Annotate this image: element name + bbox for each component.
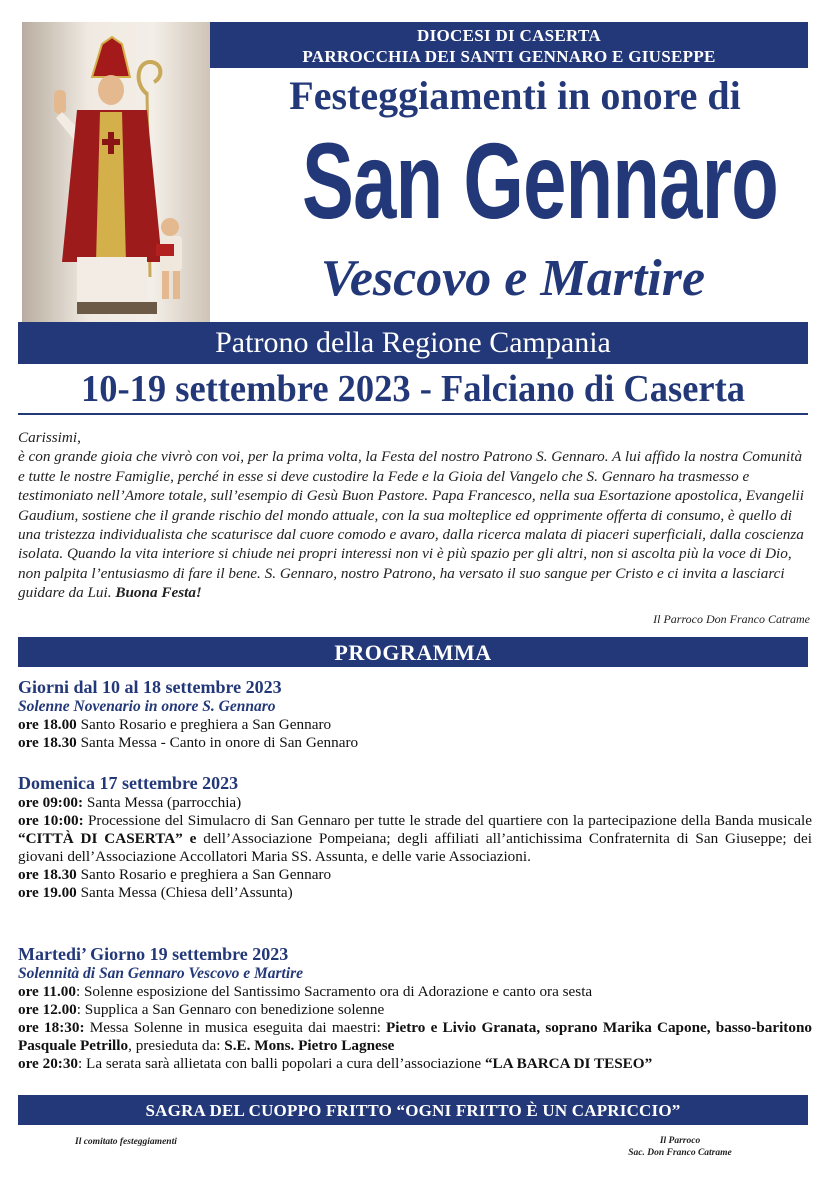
schedule-text: Santa Messa (Chiesa dell’Assunta)	[76, 884, 293, 901]
schedule-bold-text: Pietro e Livio Granata, soprano Marika Capone, basso-baritono Pasquale Petrillo	[18, 1019, 812, 1054]
letter-closing: Buona Festa!	[115, 584, 202, 602]
schedule-time: ore 12.00	[18, 1001, 77, 1018]
schedule-text: Santo Rosario e preghiera a San Gennaro	[76, 866, 332, 883]
committee-signature: Il comitato festeggiamenti	[75, 1137, 177, 1147]
section-heading: Martedi’ Giorno 19 settembre 2023	[18, 944, 289, 964]
schedule-time: ore 20:30	[18, 1055, 79, 1072]
schedule-item	[18, 1055, 812, 1073]
program-section-feast-day	[18, 944, 812, 1073]
saint-statue-illustration	[22, 22, 210, 322]
schedule-text-cont: dell’Associazione Pompeiana; degli affiliati all’antichissima Confraternita di San Giuseppe; dei giovani dell’Associazione Accollatori Maria SS. Assunta, e delle varie Associazioni.	[18, 830, 812, 865]
schedule-time: ore 18.00	[18, 716, 77, 733]
schedule-text: Messa Solenne in musica eseguita dai maestri:	[84, 1019, 386, 1036]
schedule-time: ore 18.30	[18, 866, 77, 883]
festivity-title: Festeggiamenti in onore di	[289, 73, 741, 118]
schedule-time: ore 18.30	[18, 734, 77, 751]
programma-band: PROGRAMMA	[18, 637, 808, 667]
section-subheading: Solennità di San Gennaro Vescovo e Martire	[18, 965, 304, 982]
schedule-item	[18, 1001, 812, 1019]
sagra-band: SAGRA DEL CUOPPO FRITTO “OGNI FRITTO È UN CAPRICCIO”	[18, 1095, 808, 1125]
letter-salutation: Carissimi,	[18, 429, 81, 446]
saint-name-title: San Gennaro	[302, 120, 779, 241]
schedule-time: ore 09:00:	[18, 794, 84, 811]
letter-signature: Il Parroco Don Franco Catrame	[653, 612, 810, 626]
schedule-text: Processione del Simulacro di San Gennaro per tutte le strade del quartiere con la partecipazione della Banda musicale	[83, 812, 812, 829]
letter-body	[18, 447, 812, 602]
schedule-time: ore 10:00:	[18, 812, 84, 829]
schedule-time: ore 19.00	[18, 884, 77, 901]
schedule-text: Santo Rosario e preghiera a San Gennaro	[76, 716, 332, 733]
schedule-bold-text: “CITTÀ DI CASERTA” e	[18, 830, 197, 847]
schedule-time: ore 11.00	[18, 983, 76, 1000]
schedule-item	[18, 716, 812, 734]
diocese-header-band	[210, 22, 808, 68]
priest-title: Il Parroco	[659, 1136, 701, 1146]
schedule-text: : La serata sarà allietata con balli popolari a cura dell’associazione	[78, 1055, 485, 1072]
schedule-text: Santa Messa (parrocchia)	[83, 794, 242, 811]
event-dates: 10-19 settembre 2023 - Falciano di Caserta	[81, 368, 745, 410]
schedule-text: : Solenne esposizione del Santissimo Sacramento ora di Adorazione e canto ora sesta	[75, 983, 593, 1000]
diocese-name: DIOCESI DI CASERTA	[417, 26, 601, 45]
saint-statue-photo	[22, 22, 210, 322]
schedule-item	[18, 884, 812, 902]
letter-body-text: è con grande gioia che vivrò con voi, per la prima volta, la Festa del nostro Patrono S. Gennaro. A lui affido la nostra Comunità e tutte le nostre Famiglie, perché in esse si deve custodire la Fede e la Gioia del Vangelo che S. Gennaro ha trasmesso e testimoniato nell’Amore totale, sull’esempio di Gesù Buon Pastore. Papa Francesco, nella sua Esortazione apostolica, Evangelii Gaudium, sostiene che il grande rischio del mondo attuale, con la sua molteplice ed opprimente offerta di consumo, è quello di una tristezza individualista che scaturisce dal cuore comodo e avaro, dalla ricerca malata di piaceri superficiali, dalla coscienza isolata. Quando la vita interiore si chiude nei propri interessi non vi è più spazio per gli altri, non si ascolta più la voce di Dio, non palpita l’entusiasmo di fare il bene. S. Gennaro, nostro Patrono, ha versato il suo sangue per Cristo e ci invita a lasciarci guidare da Lui.	[18, 448, 804, 602]
schedule-text: Santa Messa - Canto in onore di San Gennaro	[76, 734, 359, 751]
schedule-text-cont: , presieduta da:	[128, 1037, 225, 1054]
section-subheading: Solenne Novenario in onore S. Gennaro	[18, 698, 276, 715]
saint-subtitle: Vescovo e Martire	[320, 250, 706, 307]
parish-name: PARROCCHIA DEI SANTI GENNARO E GIUSEPPE	[302, 47, 716, 66]
pastor-letter	[18, 428, 812, 603]
schedule-item	[18, 734, 812, 752]
schedule-item	[18, 983, 812, 1001]
section-heading: Giorni dal 10 al 18 settembre 2023	[18, 677, 282, 697]
patron-band: Patrono della Regione Campania	[18, 322, 808, 364]
program-section-sunday	[18, 773, 812, 902]
schedule-item	[18, 866, 812, 884]
section-heading: Domenica 17 settembre 2023	[18, 773, 239, 793]
dates-divider	[18, 413, 808, 415]
schedule-item	[18, 794, 812, 812]
program-section-novenario	[18, 677, 812, 752]
schedule-text: : Supplica a San Gennaro con benedizione solenne	[76, 1001, 385, 1018]
schedule-item	[18, 812, 812, 866]
parish-priest-signature	[600, 1135, 760, 1159]
schedule-bold-text: “LA BARCA DI TESEO”	[484, 1055, 653, 1072]
schedule-bold-text-2: S.E. Mons. Pietro Lagnese	[224, 1037, 395, 1054]
schedule-time: ore 18:30:	[18, 1019, 85, 1036]
priest-name: Sac. Don Franco Catrame	[628, 1148, 732, 1158]
schedule-item	[18, 1019, 812, 1055]
